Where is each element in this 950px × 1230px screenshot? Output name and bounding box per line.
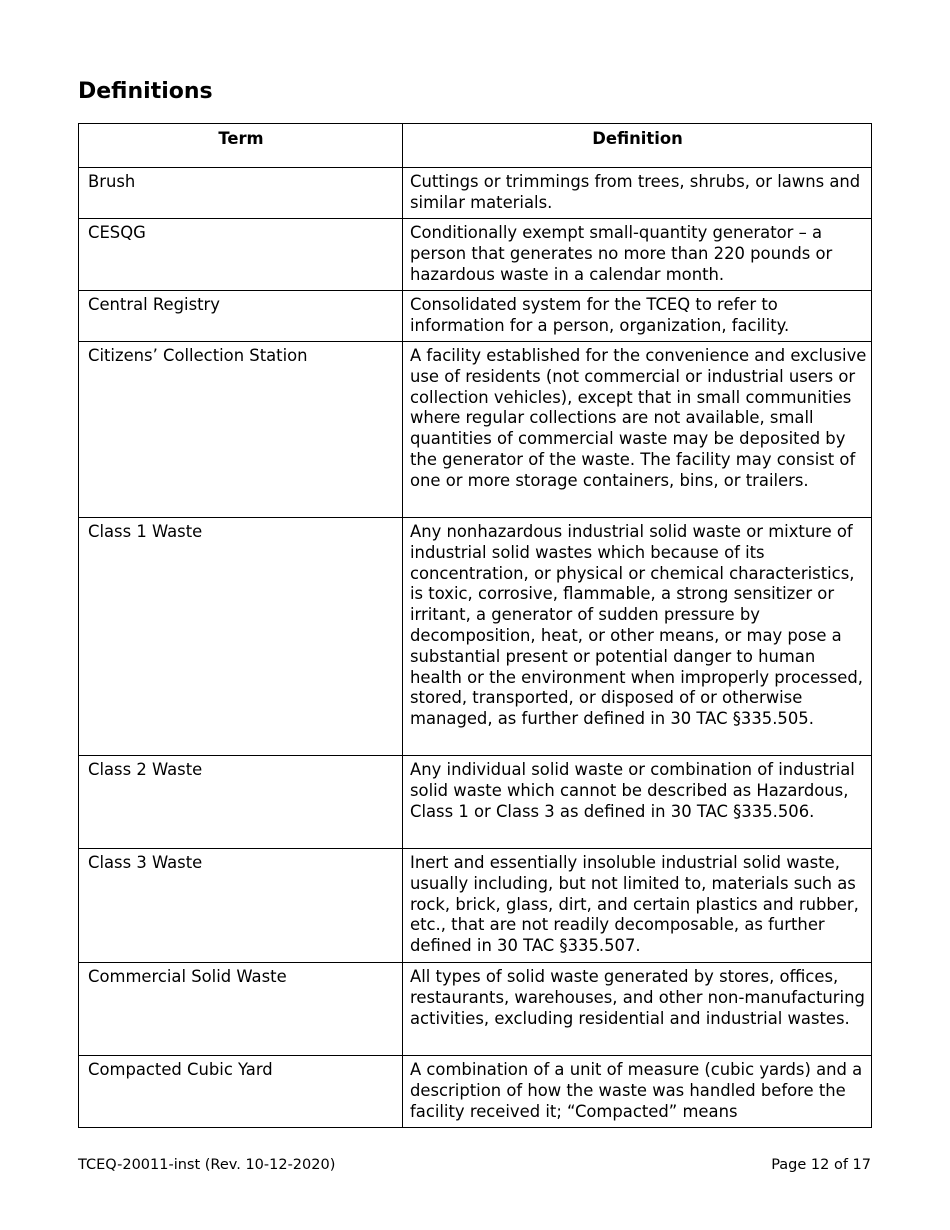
definition-cell: A combination of a unit of measure (cubic yards) and a description of how the waste was handled before the facility received it; “Compacted” means — [403, 1056, 872, 1128]
definition-cell: Any nonhazardous industrial solid waste or mixture of industrial solid wastes which because of its concentration, or physical or chemical characteristics, is toxic, corrosive, flammable, a strong sensitizer or irritant, a generator of sudden pressure by decomposition, heat, or other means, or may pose a substantial present or potential danger to human health or the environment when improperly processed, stored, transported, or disposed of or otherwise managed, as further defined in 30 TAC §335.505. — [403, 518, 872, 756]
table-row — [79, 518, 872, 756]
term-cell: CESQG — [79, 219, 403, 291]
table-row — [79, 1056, 872, 1128]
term-cell: Class 3 Waste — [79, 849, 403, 963]
term-cell: Brush — [79, 168, 403, 219]
definition-cell: Conditionally exempt small-quantity generator – a person that generates no more than 220 pounds or hazardous waste in a calendar month. — [403, 219, 872, 291]
table-row — [79, 849, 872, 963]
table-row — [79, 219, 872, 291]
footer-page-number: Page 12 of 17 — [771, 1157, 871, 1173]
term-cell: Commercial Solid Waste — [79, 963, 403, 1056]
table-row — [79, 168, 872, 219]
table-header-row — [79, 124, 872, 168]
table-row — [79, 963, 872, 1056]
footer-form-id: TCEQ-20011-inst (Rev. 10-12-2020) — [78, 1157, 336, 1173]
definition-cell: Inert and essentially insoluble industrial solid waste, usually including, but not limited to, materials such as rock, brick, glass, dirt, and certain plastics and rubber, etc., that are not readily decomposable, as further defined in 30 TAC §335.507. — [403, 849, 872, 963]
definition-cell: A facility established for the convenience and exclusive use of residents (not commercial or industrial users or collection vehicles), except that in small communities where regular collections are not available, small quantities of commercial waste may be deposited by the generator of the waste. The facility may consist of one or more storage containers, bins, or trailers. — [403, 342, 872, 518]
table-row — [79, 756, 872, 849]
term-cell: Central Registry — [79, 291, 403, 342]
definition-cell: Any individual solid waste or combination of industrial solid waste which cannot be described as Hazardous, Class 1 or Class 3 as defined in 30 TAC §335.506. — [403, 756, 872, 849]
column-header-term: Term — [79, 124, 403, 168]
definition-cell: All types of solid waste generated by stores, offices, restaurants, warehouses, and other non-manufacturing activities, excluding residential and industrial wastes. — [403, 963, 872, 1056]
definition-cell: Cuttings or trimmings from trees, shrubs, or lawns and similar materials. — [403, 168, 872, 219]
term-cell: Citizens’ Collection Station — [79, 342, 403, 518]
definition-cell: Consolidated system for the TCEQ to refer to information for a person, organization, facility. — [403, 291, 872, 342]
column-header-definition: Definition — [403, 124, 872, 168]
definitions-table — [78, 123, 872, 1128]
table-row — [79, 291, 872, 342]
page-title: Definitions — [78, 79, 213, 104]
term-cell: Class 2 Waste — [79, 756, 403, 849]
term-cell: Class 1 Waste — [79, 518, 403, 756]
term-cell: Compacted Cubic Yard — [79, 1056, 403, 1128]
table-row — [79, 342, 872, 518]
